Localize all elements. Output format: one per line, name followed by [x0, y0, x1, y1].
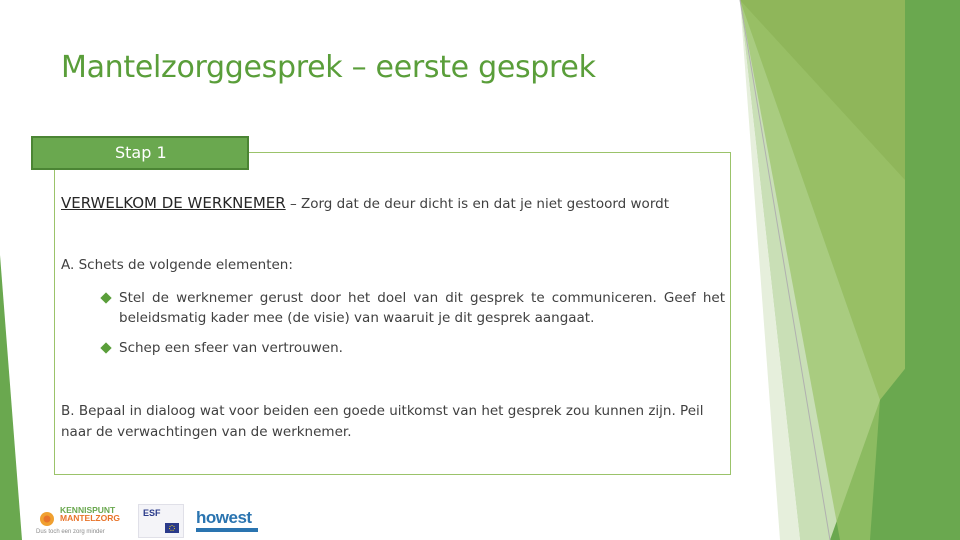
step-tab: Stap 1 — [31, 136, 249, 170]
howest-logo — [196, 508, 260, 534]
slide-title: Mantelzorggesprek – eerste gesprek — [61, 50, 596, 85]
kennispunt-mantelzorg-logo — [36, 506, 128, 536]
list-item — [100, 338, 725, 358]
welcome-text: – Zorg dat de deur dicht is en dat je niet gestoord wordt — [285, 196, 669, 212]
kennispunt-sun-icon — [36, 508, 58, 530]
left-green-shape — [0, 255, 22, 540]
bullet-list — [100, 288, 725, 368]
section-b-text: B. Bepaal in dialoog wat voor beiden een goede uitkomst van het gesprek zou kunnen zijn. Peil naar de verwachtingen van de werknemer. — [61, 403, 704, 440]
list-item — [100, 288, 725, 328]
section-a-heading: A. Schets de volgende elementen: — [61, 257, 293, 273]
welcome-heading: VERWELKOM DE WERKNEMER — [61, 194, 286, 212]
welcome-line — [61, 194, 669, 212]
bullet-text: Stel de werknemer gerust door het doel van dit gesprek te communiceren. Geef het beleidsmatig kader mee (de visie) van waaruit je dit gesprek aangaat. — [119, 290, 725, 326]
kennispunt-line2: MANTELZORG — [60, 513, 120, 523]
bullet-text: Schep een sfeer van vertrouwen. — [119, 340, 343, 356]
howest-bar — [196, 528, 258, 532]
esf-label: ESF — [143, 508, 161, 518]
kennispunt-tagline: Dus toch een zorg minder — [36, 529, 105, 535]
eu-flag-icon — [165, 523, 179, 533]
kennispunt-line1: KENNISPUNT — [60, 505, 116, 515]
diamond-bullet-icon — [100, 292, 111, 303]
esf-logo — [138, 504, 184, 538]
howest-label: howest — [196, 508, 252, 527]
diamond-bullet-icon — [100, 342, 111, 353]
